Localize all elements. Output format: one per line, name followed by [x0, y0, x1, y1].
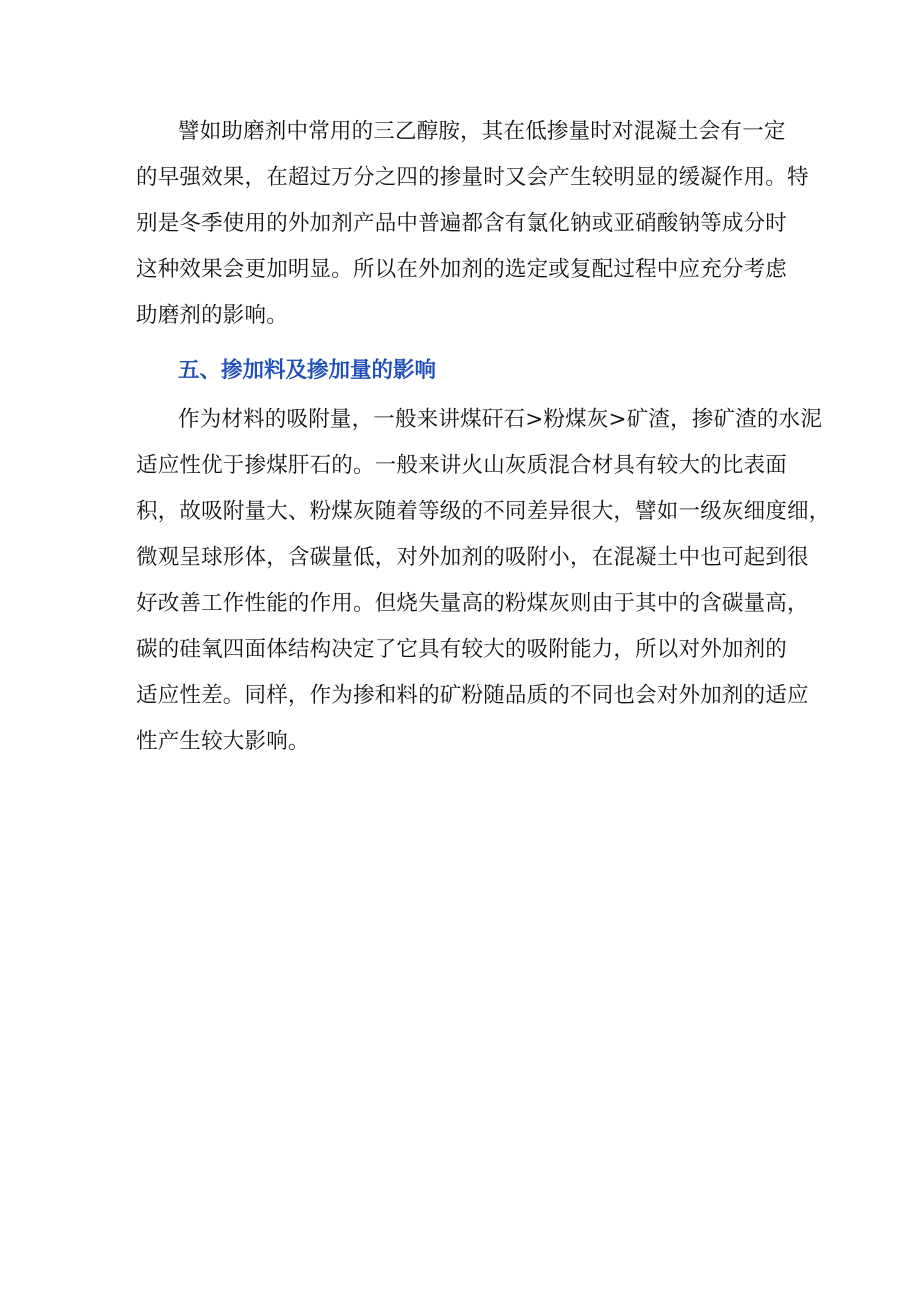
paragraph-line: 性产生较大影响。 — [136, 729, 310, 754]
paragraph-line: 譬如助磨剂中常用的三乙醇胺，其在低掺量时对混凝土会有一定 — [178, 119, 786, 144]
paragraph-line: 微观呈球形体，含碳量低，对外加剂的吸附小，在混凝土中也可起到很 — [136, 545, 809, 570]
paragraph-line: 好改善工作性能的作用。但烧失量高的粉煤灰则由于其中的含碳量高， — [136, 591, 809, 616]
paragraph-line: 适应性差。同样，作为掺和料的矿粉随品质的不同也会对外加剂的适应 — [136, 683, 809, 708]
paragraph-line: 适应性优于掺煤肝石的。一般来讲火山灰质混合材具有较大的比表面 — [136, 453, 788, 478]
paragraph-line: 的早强效果，在超过万分之四的掺量时又会产生较明显的缓凝作用。特 — [136, 165, 809, 190]
paragraph-line: 作为材料的吸附量，一般来讲煤矸石>粉煤灰>矿渣，掺矿渣的水泥 — [178, 407, 823, 432]
paragraph-line: 助磨剂的影响。 — [136, 303, 288, 328]
paragraph-line: 这种效果会更加明显。所以在外加剂的选定或复配过程中应充分考虑 — [136, 257, 788, 282]
paragraph-line: 碳的硅氧四面体结构决定了它具有较大的吸附能力，所以对外加剂的 — [136, 637, 788, 662]
paragraph-line: 积，故吸附量大、粉煤灰随着等级的不同差异很大，譬如一级灰细度细， — [136, 499, 831, 524]
paragraph-line: 别是冬季使用的外加剂产品中普遍都含有氯化钠或亚硝酸钠等成分时 — [136, 211, 788, 236]
section-heading: 五、掺加料及掺加量的影响 — [178, 358, 437, 383]
